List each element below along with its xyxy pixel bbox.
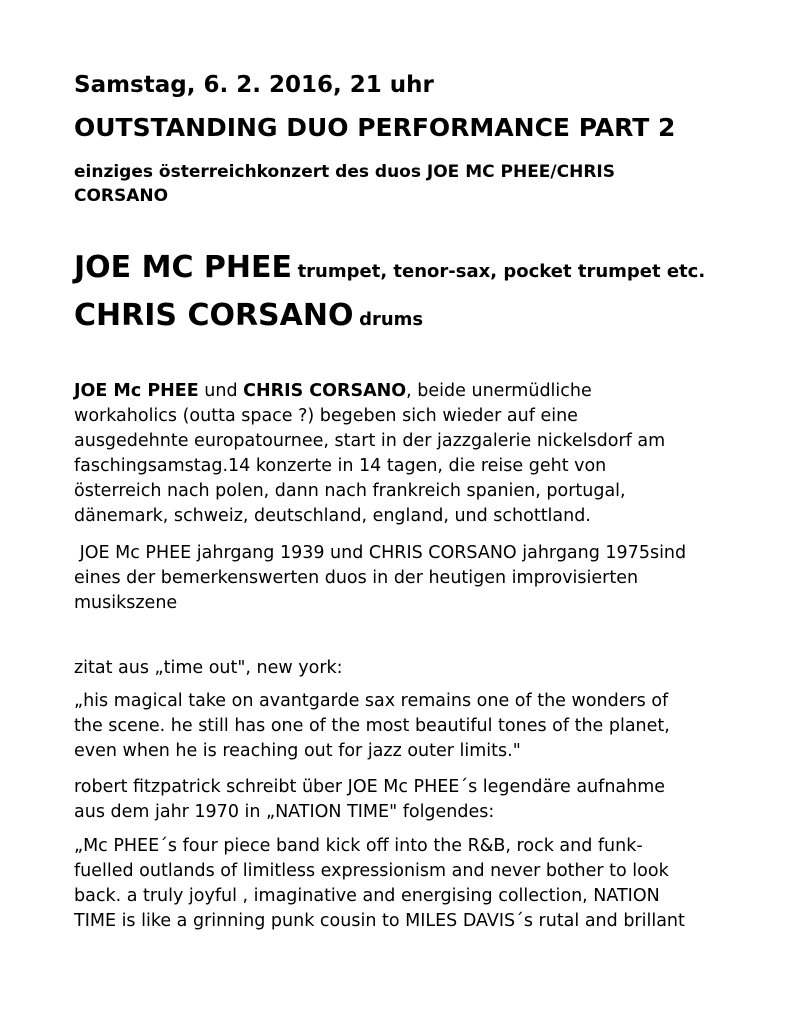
- intro-paragraph: [74, 379, 724, 529]
- quote-line: even when he is reaching out for jazz outer limits.": [74, 741, 521, 761]
- artist-name: JOE MC PHEE: [74, 250, 292, 285]
- artist-name: CHRIS CORSANO: [74, 298, 354, 333]
- paragraph-line: JOE Mc PHEE jahrgang 1939 und CHRIS CORSANO jahrgang 1975sind: [74, 543, 687, 563]
- quote-line: TIME is like a grinning punk cousin to MILES DAVIS´s rutal and brillant: [74, 911, 685, 931]
- artist-instruments: drums: [359, 309, 424, 330]
- paragraph-text: , beide unermüdliche: [406, 381, 592, 401]
- quote-line: the scene. he still has one of the most beautiful tones of the planet,: [74, 716, 670, 736]
- artist-line-joe-mc-phee: [74, 250, 705, 285]
- paragraph-line: aus dem jahr 1970 in „NATION TIME" folgendes:: [74, 802, 495, 822]
- paragraph-line: musikszene: [74, 593, 178, 613]
- quote-line: „his magical take on avantgarde sax remains one of the wonders of: [74, 691, 669, 711]
- quote-intro: zitat aus „time out", new york:: [74, 658, 343, 678]
- paragraph-line: ausgedehnte europatournee, start in der jazzgalerie nickelsdorf am: [74, 431, 666, 451]
- birth-years-paragraph: [74, 541, 724, 616]
- fitzpatrick-paragraph: [74, 775, 724, 825]
- artist-instruments: trumpet, tenor-sax, pocket trumpet etc.: [297, 261, 706, 282]
- quote-line: fuelled outlands of limitless expressionism and never bother to look: [74, 861, 669, 881]
- artist-line-chris-corsano: [74, 298, 423, 333]
- quote-line: „Mc PHEE´s four piece band kick off into the R&B, rock and funk-: [74, 836, 643, 856]
- paragraph-line: [74, 379, 724, 404]
- paragraph-line: workaholics (outta space ?) begeben sich wieder auf eine: [74, 406, 578, 426]
- connector-text: und: [198, 381, 244, 401]
- paragraph-line: eines der bemerkenswerten duos in der heutigen improvisierten: [74, 568, 639, 588]
- paragraph-line: robert fitzpatrick schreibt über JOE Mc PHEE´s legendäre aufnahme: [74, 777, 666, 797]
- time-out-quote: [74, 689, 724, 764]
- paragraph-line: faschingsamstag.14 konzerte in 14 tagen, die reise geht von: [74, 456, 607, 476]
- bold-name: CHRIS CORSANO: [243, 381, 407, 401]
- event-subtitle: einziges österreichkonzert des duos JOE MC PHEE/CHRIS CORSANO: [74, 162, 615, 206]
- nation-time-quote: [74, 834, 724, 934]
- paragraph-line: österreich nach polen, dann nach frankreich spanien, portugal,: [74, 481, 626, 501]
- paragraph-line: dänemark, schweiz, deutschland, england, und schottland.: [74, 506, 591, 526]
- bold-name: JOE Mc PHEE: [74, 381, 199, 401]
- event-title: OUTSTANDING DUO PERFORMANCE PART 2: [74, 113, 676, 142]
- quote-line: back. a truly joyful , imaginative and energising collection, NATION: [74, 886, 660, 906]
- event-date: Samstag, 6. 2. 2016, 21 uhr: [74, 72, 434, 98]
